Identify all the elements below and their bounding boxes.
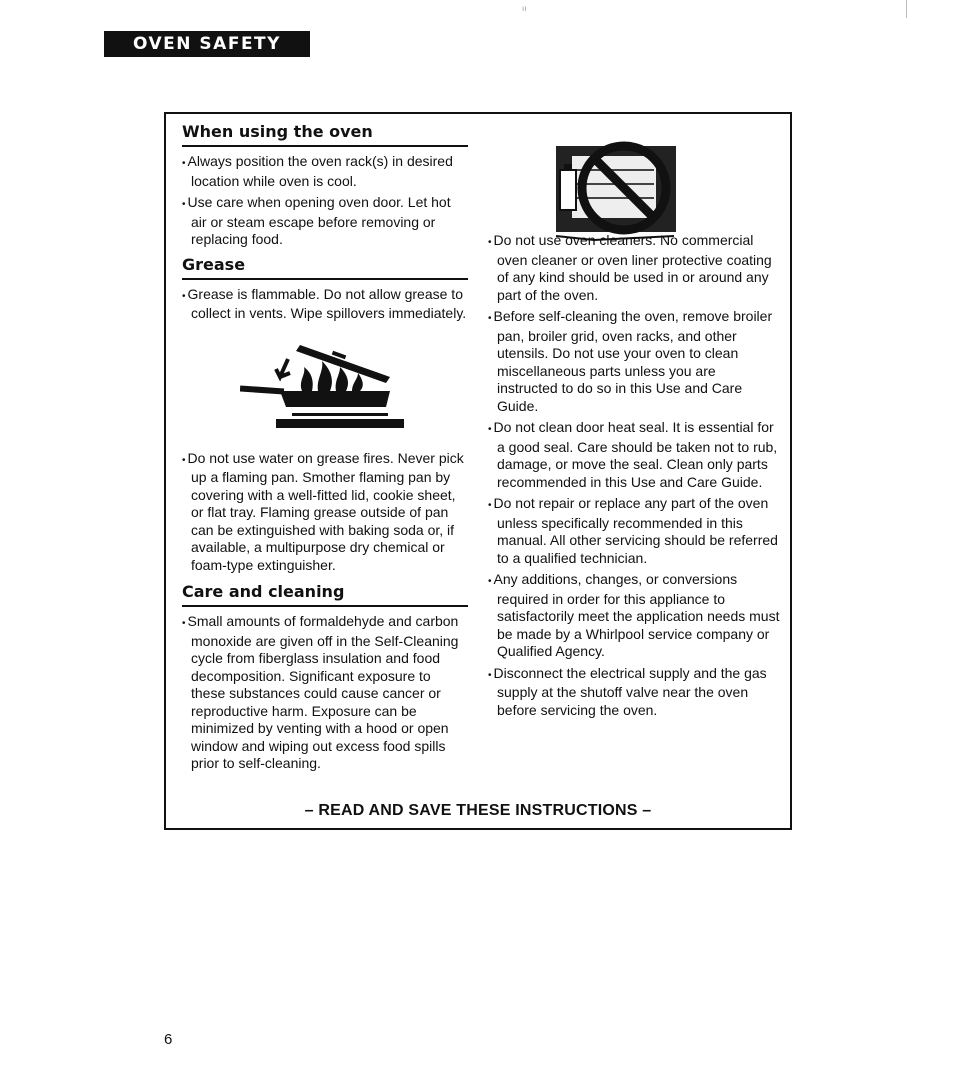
right-column — [488, 232, 780, 723]
section-title-grease: Grease — [182, 255, 468, 280]
scan-mark: ıı — [522, 4, 527, 13]
flaming-pan-with-lid-icon — [240, 341, 420, 435]
bullet-item: • Do not use water on grease fires. Never pick up a flaming pan. Smother flaming pan by covering with a well-fitted lid, cookie sheet, or flat tray. Flaming grease outside of pan can be extinguished with baking soda or, if available, a multipurpose dry chemical or foam-type extinguisher. — [182, 450, 468, 575]
page-number: 6 — [164, 1031, 173, 1048]
bullet-item: • Do not clean door heat seal. It is essential for a good seal. Care should be taken not to rub, damage, or move the seal. Clean only parts recommended in this Use and Care Guide. — [488, 419, 780, 491]
bullet-item: • Do not use oven cleaners. No commercial oven cleaner or oven liner protective coating of any kind should be used in or around any part of the oven. — [488, 232, 780, 304]
read-and-save-instructions: – READ AND SAVE THESE INSTRUCTIONS – — [304, 802, 652, 819]
bullet-item: • Always position the oven rack(s) in desired location while oven is cool. — [182, 153, 468, 190]
left-column — [182, 122, 468, 777]
section-header-oven-safety: OVEN SAFETY — [104, 31, 310, 57]
bullet-item: • Any additions, changes, or conversions required in order for this appliance to satisfactorily meet the application needs must be made by a Whirlpool service company or Qualified Agency. — [488, 571, 780, 661]
bullet-item: • Do not repair or replace any part of the oven unless specifically recommended in this manual. All other servicing should be referred to a qualified technician. — [488, 495, 780, 567]
safety-instructions-box — [164, 112, 792, 830]
scan-edge-line — [906, 0, 907, 18]
bullet-item: • Disconnect the electrical supply and the gas supply at the shutoff valve near the oven before servicing the oven. — [488, 665, 780, 720]
bullet-item: • Before self-cleaning the oven, remove broiler pan, broiler grid, oven racks, and other utensils. Do not use your oven to clean miscellaneous parts unless you are instructed to do so in this Use and Care Guide. — [488, 308, 780, 415]
no-oven-cleaner-icon — [554, 136, 684, 246]
section-title-care-and-cleaning: Care and cleaning — [182, 582, 468, 607]
bullet-item: • Small amounts of formaldehyde and carbon monoxide are given off in the Self-Cleaning cycle from fiberglass insulation and food decomposition. Significant exposure to these substances could cause cancer or reproductive harm. Exposure can be minimized by venting with a hood or open window and wiping out excess food spills prior to self-cleaning. — [182, 613, 468, 773]
bullet-item: • Use care when opening oven door. Let hot air or steam escape before removing or replacing food. — [182, 194, 468, 249]
bullet-item: • Grease is flammable. Do not allow grease to collect in vents. Wipe spillovers immediately. — [182, 286, 468, 323]
section-title-when-using-oven: When using the oven — [182, 122, 468, 147]
